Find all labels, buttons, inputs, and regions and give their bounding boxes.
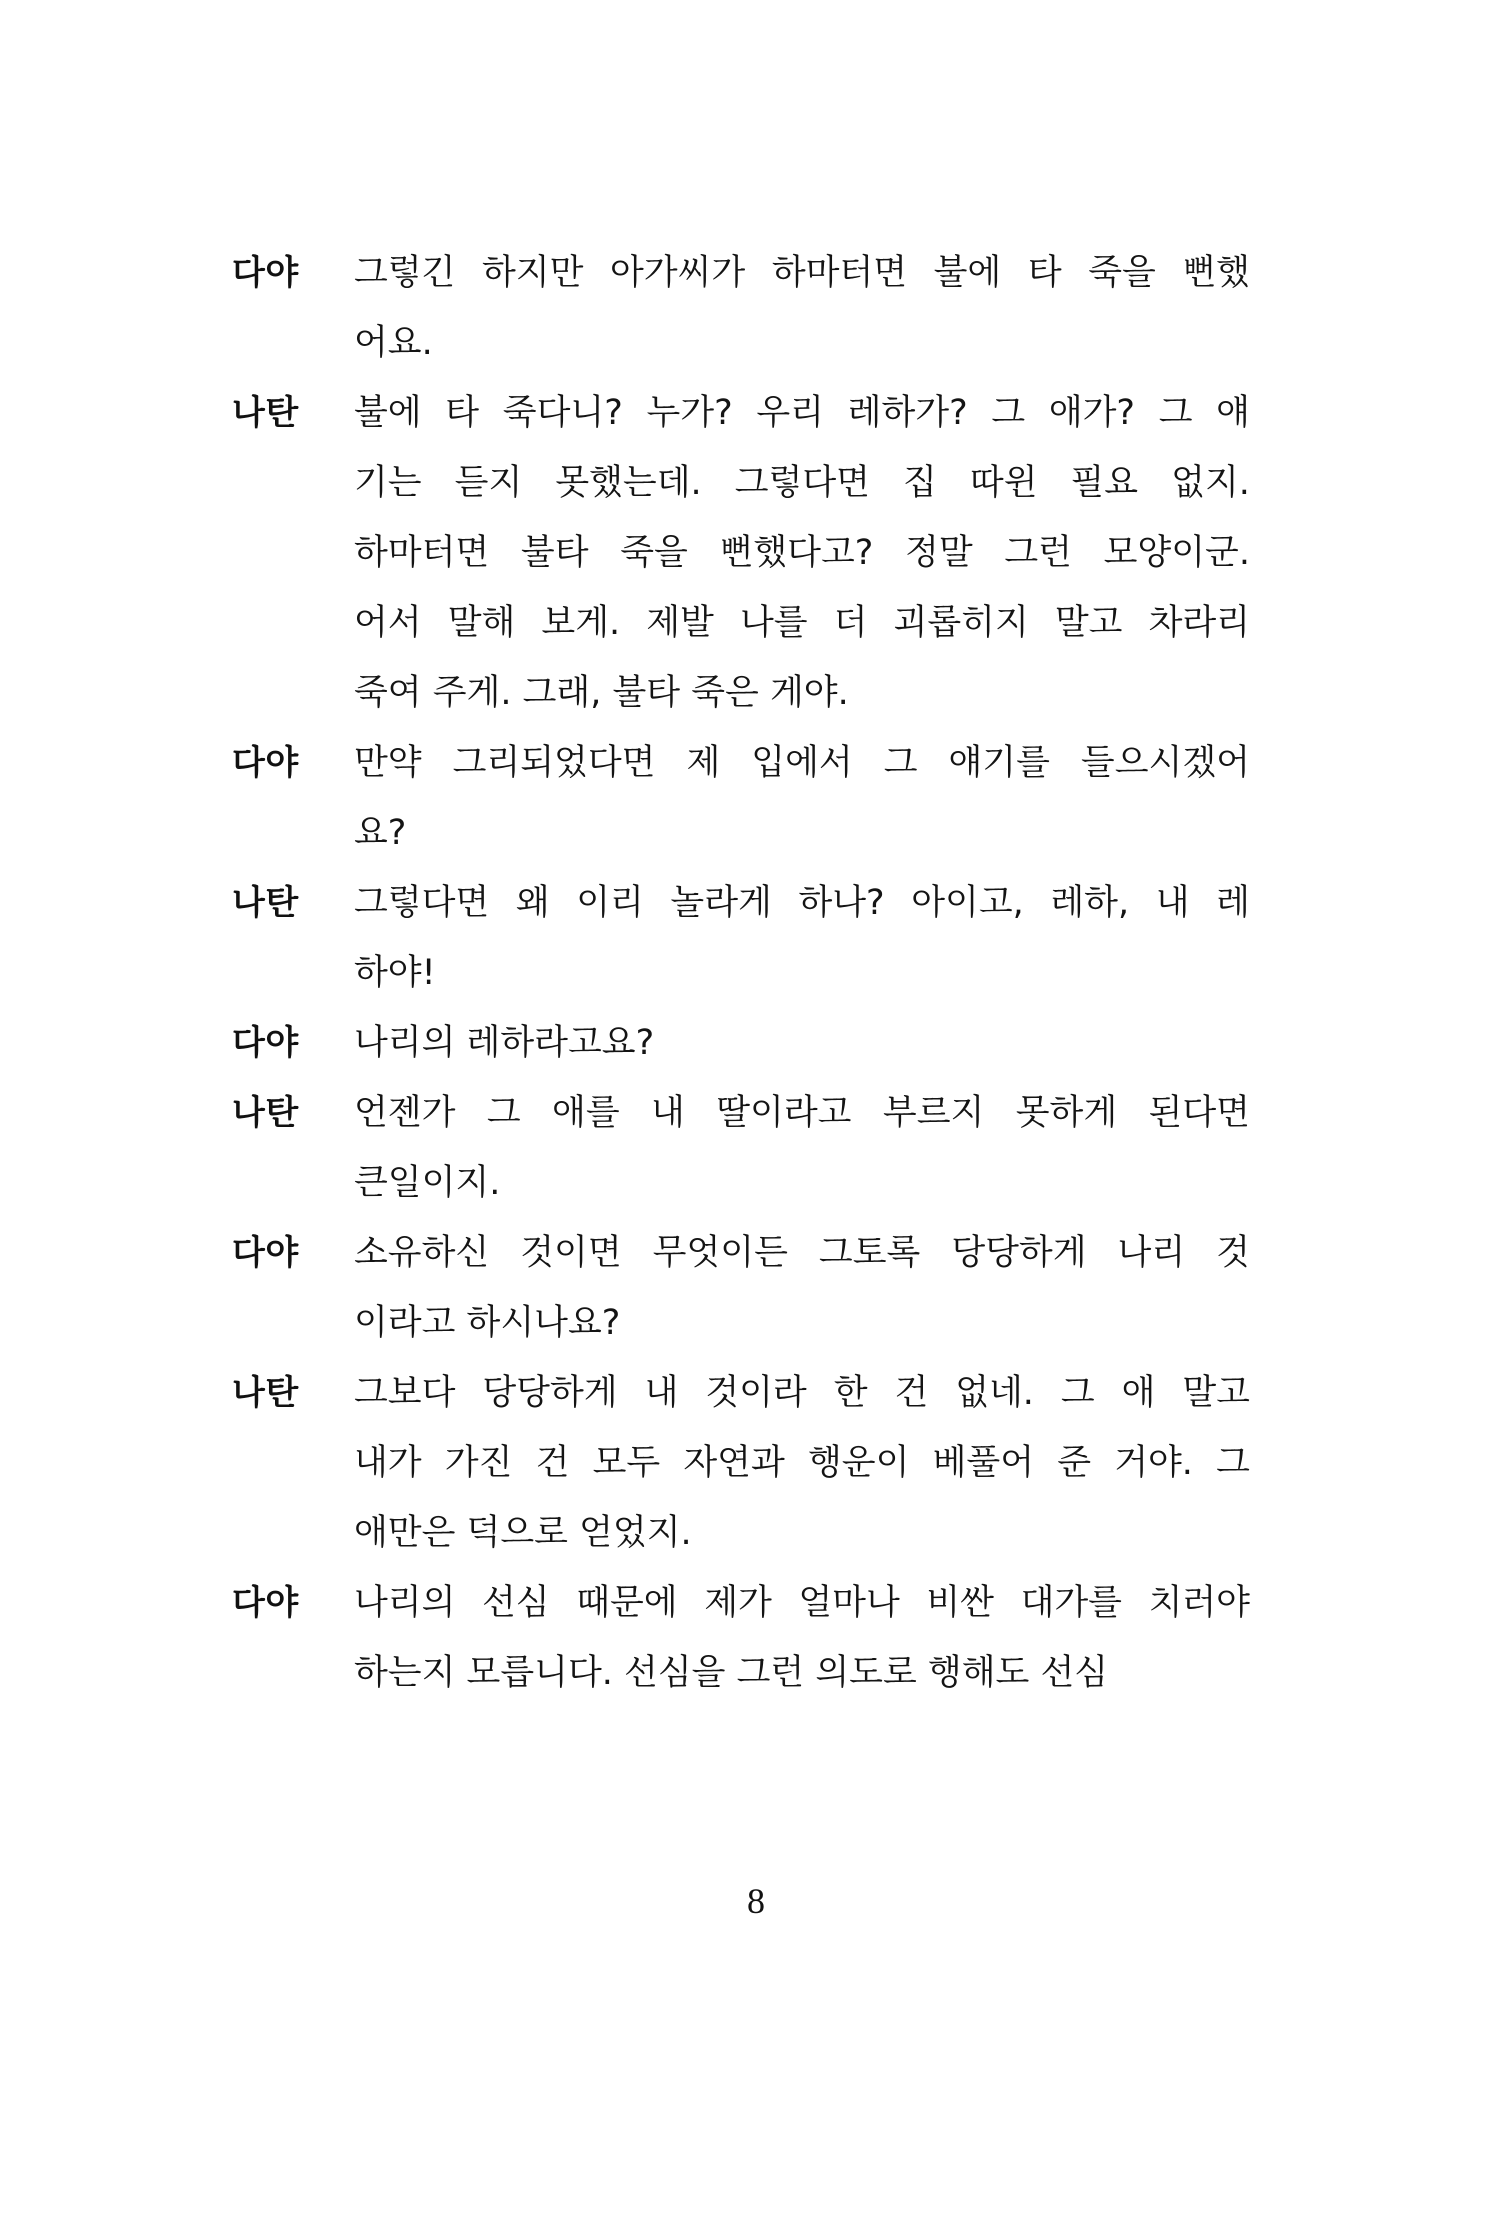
speech-word: 언젠가	[354, 1093, 456, 1133]
speech-word: 말고	[1054, 603, 1123, 643]
speech-word: 그렇다면	[734, 463, 870, 503]
speech-line	[354, 868, 1250, 938]
dialogue-entry	[232, 728, 1250, 868]
speech-word: 그	[1216, 1443, 1250, 1483]
speech-line	[354, 378, 1250, 448]
speech-word: 레	[1216, 883, 1250, 923]
speech-word: 얼마나	[798, 1583, 900, 1623]
script-body	[232, 238, 1250, 1708]
speech-word: 뻔했다고?	[719, 533, 874, 573]
speech-word: 그렇다면	[354, 883, 490, 923]
speech-word: 그런	[1004, 533, 1072, 573]
speaker-label: 다야	[232, 253, 299, 293]
speech-word: 내가	[354, 1443, 422, 1483]
speech-word: 행운이	[807, 1443, 910, 1483]
dialogue-entry	[232, 868, 1250, 1008]
speech-line	[354, 518, 1250, 588]
speech-word: 더	[833, 603, 868, 643]
speech-line: 큰일이지.	[354, 1163, 501, 1203]
speech-line	[354, 1358, 1250, 1428]
speech-line: 어요.	[354, 323, 433, 363]
speech-word: 가진	[444, 1443, 513, 1483]
speech-word: 없지.	[1171, 463, 1250, 503]
speech-line	[354, 1078, 1250, 1148]
speech-word: 불타	[520, 533, 589, 573]
speaker-label: 다야	[232, 743, 299, 783]
speech-word: 한	[833, 1373, 868, 1413]
speech-line	[354, 1218, 1250, 1288]
speech-word: 타	[445, 393, 480, 433]
speech-word: 준	[1057, 1443, 1092, 1483]
speech-word: 것	[1216, 1233, 1250, 1273]
speech-word: 당당하게	[482, 1373, 618, 1413]
dialogue-entry	[232, 378, 1250, 728]
speech-line: 하는지 모릅니다. 선심을 그런 의도로 행해도 선심	[354, 1653, 1109, 1693]
speech-word: 아이고,	[911, 883, 1024, 923]
dialogue-entry	[232, 1078, 1250, 1218]
speech-word: 치러야	[1148, 1583, 1250, 1623]
speech-word: 애가?	[1048, 393, 1136, 433]
speech-word: 대가를	[1020, 1583, 1122, 1623]
speech-word: 자연과	[683, 1443, 785, 1483]
speech-word: 이리	[576, 883, 644, 923]
speech-word: 건	[535, 1443, 570, 1483]
speaker-label: 나탄	[232, 393, 299, 433]
speech-word: 필요	[1070, 463, 1139, 503]
speech-text	[354, 1078, 1250, 1218]
speech-word: 집	[903, 463, 937, 503]
speech-word: 것이면	[520, 1233, 622, 1273]
dialogue-entry	[232, 1568, 1250, 1708]
speech-line	[354, 238, 1250, 308]
speech-line	[354, 1428, 1250, 1498]
speech-word: 나를	[739, 603, 808, 643]
speech-word: 제가	[704, 1583, 772, 1623]
speech-word: 제발	[646, 603, 714, 643]
speech-word: 죽을	[1088, 253, 1156, 293]
speech-word: 무엇이든	[652, 1233, 788, 1273]
speech-word: 죽을	[620, 533, 688, 573]
speech-word: 거야.	[1114, 1443, 1193, 1483]
speech-word: 그	[1060, 1373, 1095, 1413]
speech-word: 불에	[354, 393, 422, 433]
speech-word: 어서	[354, 603, 422, 643]
speech-word: 불에	[933, 253, 1002, 293]
speech-word: 소유하신	[354, 1233, 490, 1273]
speech-word: 내	[651, 1093, 685, 1133]
speech-word: 타	[1027, 253, 1062, 293]
speech-word: 그	[1158, 393, 1193, 433]
speech-word: 나리	[1117, 1233, 1186, 1273]
speech-line: 이라고 하시나요?	[354, 1303, 621, 1343]
speech-word: 그	[991, 393, 1026, 433]
dialogue-entry	[232, 1358, 1250, 1568]
speech-word: 없네.	[955, 1373, 1034, 1413]
speech-word: 그	[883, 743, 918, 783]
speech-word: 우리	[756, 393, 824, 433]
speech-word: 정말	[905, 533, 973, 573]
speech-word: 괴롭히지	[893, 603, 1029, 643]
speech-word: 놀라게	[670, 883, 772, 923]
speech-word: 차라리	[1148, 603, 1250, 643]
speech-line: 하야!	[354, 953, 436, 993]
speech-word: 베풀어	[932, 1443, 1035, 1483]
speech-line: 애만은 덕으로 얻었지.	[354, 1513, 692, 1553]
speech-line: 나리의 레하라고요?	[354, 1023, 655, 1063]
speech-text	[354, 378, 1250, 728]
speech-word: 아가씨가	[610, 253, 746, 293]
speech-line	[354, 448, 1250, 518]
speaker-label: 다야	[232, 1023, 299, 1063]
speech-word: 죽다니?	[502, 393, 623, 433]
speech-word: 하나?	[798, 883, 885, 923]
speech-line: 요?	[354, 813, 407, 853]
speech-word: 모양이군.	[1103, 533, 1250, 573]
speech-word: 애	[1121, 1373, 1156, 1413]
dialogue-entry	[232, 1008, 1250, 1078]
speaker-label: 나탄	[232, 1093, 299, 1133]
speech-word: 그	[486, 1093, 521, 1133]
speech-word: 만약	[354, 743, 422, 783]
speech-word: 누가?	[646, 393, 733, 433]
speech-word: 얘기를	[948, 743, 1050, 783]
speech-word: 레하가?	[847, 393, 968, 433]
speech-word: 따윈	[969, 463, 1038, 503]
speech-word: 왜	[515, 883, 550, 923]
speech-word: 뻔했	[1182, 253, 1250, 293]
speech-text	[354, 728, 1250, 868]
speech-word: 그보다	[354, 1373, 456, 1413]
speech-word: 보게.	[541, 603, 621, 643]
speech-word: 내	[644, 1373, 679, 1413]
speech-line	[354, 728, 1250, 798]
speech-word: 레하,	[1050, 883, 1130, 923]
speech-word: 들으시겠어	[1080, 743, 1250, 783]
speech-word: 나리의	[354, 1583, 456, 1623]
speech-word: 못했는데.	[555, 463, 702, 503]
speaker-label: 다야	[232, 1233, 299, 1273]
speech-text	[354, 868, 1250, 1008]
speech-word: 건	[894, 1373, 929, 1413]
dialogue-entry	[232, 1218, 1250, 1358]
speech-word: 내	[1155, 883, 1190, 923]
speech-word: 애를	[552, 1093, 620, 1133]
speech-text	[354, 238, 1250, 378]
speech-word: 입에서	[751, 743, 853, 783]
speech-word: 제	[686, 743, 721, 783]
speaker-label: 나탄	[232, 1373, 299, 1413]
speech-word: 것이라	[705, 1373, 807, 1413]
speech-word: 하마터면	[771, 253, 908, 293]
speech-word: 말고	[1182, 1373, 1250, 1413]
speech-word: 모두	[592, 1443, 661, 1483]
speech-word: 그토록	[818, 1233, 921, 1273]
speaker-label: 나탄	[232, 883, 299, 923]
speech-text	[354, 1008, 1250, 1078]
speech-word: 딸이라고	[716, 1093, 852, 1133]
speech-word: 하지만	[482, 253, 584, 293]
speech-word: 기는	[354, 463, 422, 503]
speech-word: 당당하게	[951, 1233, 1087, 1273]
speech-word: 때문에	[576, 1583, 678, 1623]
speech-text	[354, 1358, 1250, 1568]
dialogue-entry	[232, 238, 1250, 378]
speech-word: 얘	[1216, 393, 1250, 433]
speech-word: 비싼	[926, 1583, 994, 1623]
speaker-label: 다야	[232, 1583, 299, 1623]
speech-word: 부르지	[882, 1093, 985, 1133]
speech-line: 죽여 주게. 그래, 불타 죽은 게야.	[354, 673, 849, 713]
speech-word: 선심	[482, 1583, 550, 1623]
speech-text	[354, 1218, 1250, 1358]
speech-word: 못하게	[1015, 1093, 1118, 1133]
speech-line	[354, 1568, 1250, 1638]
speech-word: 된다면	[1148, 1093, 1250, 1133]
speech-word: 그렇긴	[354, 253, 456, 293]
speech-word: 하마터면	[354, 533, 490, 573]
speech-word: 말해	[447, 603, 516, 643]
speech-word: 그리되었다면	[452, 743, 656, 783]
speech-word: 듣지	[454, 463, 523, 503]
speech-text	[354, 1568, 1250, 1708]
speech-line	[354, 588, 1250, 658]
page-number: 8	[747, 1881, 765, 1921]
